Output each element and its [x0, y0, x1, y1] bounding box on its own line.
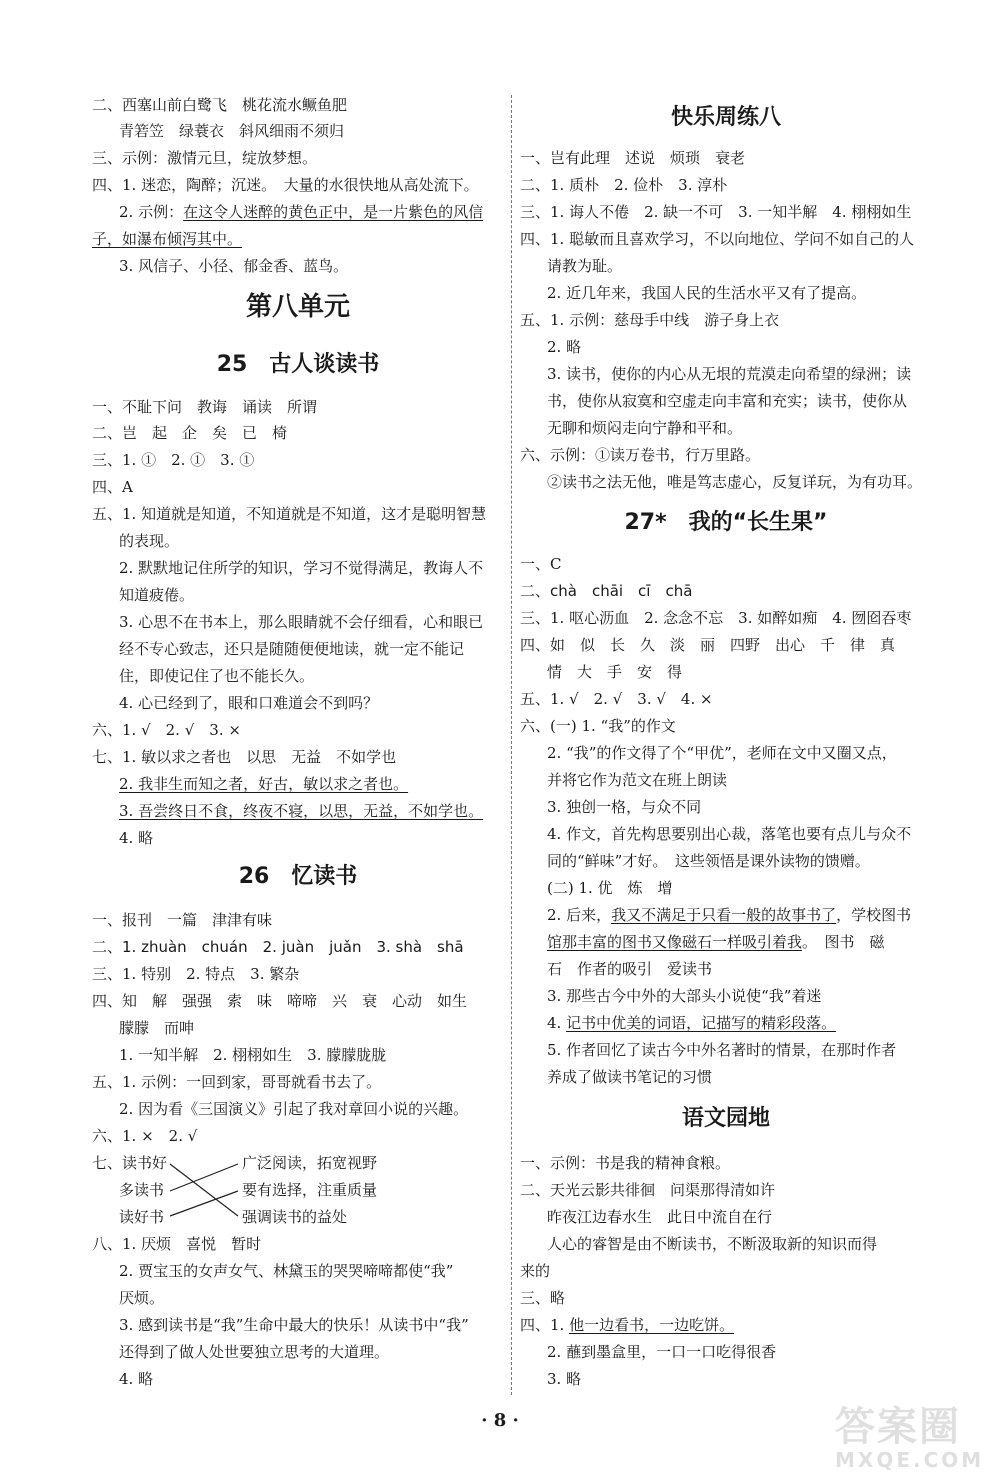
answer-line: 无聊和烦闷走向宁静和平和。 [547, 419, 743, 437]
answer-line: 5. 作者回忆了读古今中外名著时的情景，在那时作者 [547, 1041, 897, 1059]
answer-line: 三、1. 诲人不倦 2. 缺一不可 3. 一知半解 4. 栩栩如生 [520, 203, 912, 221]
answer-line: 2. 默默地记住所学的知识，学习不觉得满足，教诲人不 [119, 559, 484, 577]
answer-line: 4. 略 [119, 1370, 154, 1388]
answer-line: 养成了做读书笔记的习惯 [547, 1068, 713, 1086]
match-left-item: 多读书 [119, 1181, 165, 1199]
answer-line: 3. 略 [547, 1370, 582, 1388]
answer-line: 情 大 手 安 得 [547, 663, 683, 681]
answer-line: 五、1. 示例：一回到家，哥哥就看书去了。 [92, 1073, 382, 1091]
answer-line: 六、1. √ 2. √ 3. × [92, 721, 241, 739]
answer-line: 五、1. √ 2. √ 3. √ 4. × [520, 690, 713, 708]
answer-line: 一、不耻下问 教诲 诵读 所谓 [92, 398, 318, 416]
answer-line: 请教为耻。 [547, 257, 623, 275]
answer-line: 八、1. 厌烦 喜悦 暂时 [92, 1235, 262, 1253]
answer-line: 4. 作文，首先构思要别出心裁，落笔也要有点儿与众不 [547, 825, 912, 843]
lesson-heading: 27* 我的“长生果” [624, 510, 828, 535]
answer-line: 并将它作为范文在班上朗读 [547, 771, 728, 789]
answer-line: 四、1. 迷恋，陶醉；沉迷。 大量的水很快地从高处流下。 [92, 176, 479, 194]
answer-line: 一、报刊 一篇 津津有味 [92, 911, 273, 929]
answer-line: 4. 心已经到了，眼和口难道会不到吗？ [119, 694, 379, 712]
watermark-text: 答案圈 [835, 1404, 961, 1450]
answer-line: 四、A [92, 478, 133, 496]
answer-line: 3. 心思不在书本上，那么眼睛就不会仔细看，心和眼已 [119, 613, 484, 631]
answer-line: 六、1. × 2. √ [92, 1127, 198, 1145]
answer-line: 3. 读书，使你的内心从无垠的荒漠走向希望的绿洲；读 [547, 365, 912, 383]
answer-line: 3. 风信子、小径、郁金香、蓝鸟。 [119, 257, 349, 275]
answer-line: 4. 略 [119, 829, 154, 847]
answer-line: 五、1. 示例：慈母手中线 游子身上衣 [520, 311, 780, 329]
watermark-url: MXQE.COM [835, 1448, 985, 1472]
answer-line: 3. 感到读书是“我”生命中最大的快乐！从读书中“我” [119, 1316, 469, 1334]
answer-line: 一、岂有此理 述说 烦琐 衰老 [520, 149, 746, 167]
answer-line: (二) 1. 优 炼 增 [547, 879, 673, 897]
answer-line: 青箬笠 绿蓑衣 斜风细雨不须归 [119, 122, 345, 140]
match-right-item: 强调读书的益处 [242, 1208, 348, 1226]
answer-line: ②读书之法无他，唯是笃志虚心，反复详玩，为有功耳。 [547, 473, 923, 491]
answer-line: 子，如瀑布倾泻其中。 [92, 230, 243, 248]
answer-line: 2. 蘸到墨盒里，一口一口吃得很香 [547, 1343, 777, 1361]
answer-line: 六、(一) 1. “我”的作文 [520, 717, 676, 735]
answer-line: 住，即使记住了也不能长久。 [119, 667, 315, 685]
answer-line: 一、示例：书是我的精神食粮。 [520, 1154, 731, 1172]
answer-line: 2. “我”的作文得了个“甲优”，老师在文中又圈又点， [547, 744, 897, 762]
section-heading: 语文园地 [681, 1106, 770, 1131]
answer-line: 五、1. 知道就是知道，不知道就是不知道，这才是聪明智慧 [92, 505, 487, 523]
answer-line: 三、1. 特别 2. 特点 3. 繁杂 [92, 965, 300, 983]
lesson-heading: 26 忆读书 [238, 864, 358, 889]
answer-line: 经不专心致志，还只是随随便便地读，就一定不能记 [119, 640, 465, 658]
answer-line: 石 作者的吸引 爱读书 [547, 960, 713, 978]
answer-line: 厌烦。 [119, 1289, 165, 1307]
answer-line: 2. 后来，我又不满足于只看一般的故事书了，学校图书 [547, 906, 912, 924]
answer-line: 3. 吾尝终日不食，终夜不寝，以思，无益，不如学也。 [119, 802, 484, 820]
answer-line: 人心的睿智是由不断读书，不断汲取新的知识而得 [547, 1235, 878, 1253]
section-heading: 快乐周练八 [670, 105, 781, 130]
answer-line: 来的 [520, 1262, 551, 1280]
answer-line: 2. 略 [547, 338, 582, 356]
answer-line: 三、1. 呕心沥血 2. 念念不忘 3. 如醉如痴 4. 囫囵吞枣 [520, 609, 912, 627]
match-left-item: 七、读书好 [92, 1154, 168, 1172]
answer-line: 三、示例：激情元旦，绽放梦想。 [92, 149, 318, 167]
answer-line: 4. 记书中优美的词语，记描写的精彩段落。 [547, 1014, 837, 1032]
matching-lines [154, 1158, 244, 1228]
answer-line: 三、略 [520, 1289, 566, 1307]
answer-line: 3. 那些古今中外的大部头小说使“我”着迷 [547, 987, 822, 1005]
page-number: · 8 · [481, 1410, 519, 1431]
answer-line: 朦朦 而呻 [119, 1019, 195, 1037]
answer-line: 的表现。 [119, 532, 180, 550]
match-right-item: 要有选择，注重质量 [242, 1181, 378, 1199]
answer-line: 三、1. ① 2. ① 3. ① [92, 451, 255, 469]
match-right-item: 广泛阅读，拓宽视野 [242, 1154, 378, 1172]
answer-line: 同的“鲜味”才好。 这些领悟是课外读物的馈赠。 [547, 852, 870, 870]
answer-line: 知道疲倦。 [119, 586, 195, 604]
match-line [170, 1164, 238, 1216]
column-divider [511, 95, 512, 1395]
answer-line: 二、chà chāi cī chā [520, 582, 693, 600]
answer-line: 六、示例：①读万卷书，行万里路。 [520, 446, 761, 464]
answer-line: 四、如 似 长 久 淡 丽 四野 出心 千 律 真 [520, 636, 896, 654]
watermark-logo [835, 1405, 985, 1475]
answer-line: 1. 一知半解 2. 栩栩如生 3. 朦朦胧胧 [119, 1046, 387, 1064]
lesson-heading: 25 古人谈读书 [216, 352, 380, 377]
answer-line: 昨夜江边春水生 此日中流自在行 [547, 1208, 773, 1226]
match-left-item: 读好书 [119, 1208, 165, 1226]
answer-line: 四、1. 聪敏而且喜欢学习，不以向地位、学问不如自己的人 [520, 230, 915, 248]
answer-line: 书，使你从寂寞和空虚走向丰富和充实；读书，使你从 [547, 392, 908, 410]
answer-line: 七、1. 敏以求之者也 以思 无益 不如学也 [92, 748, 397, 766]
unit-heading: 第八单元 [245, 292, 350, 322]
answer-line: 3. 独创一格，与众不同 [547, 798, 702, 816]
answer-line: 四、1. 他一边看书，一边吃饼。 [520, 1316, 735, 1334]
answer-line: 二、天光云影共徘徊 问渠那得清如许 [520, 1181, 776, 1199]
answer-line: 2. 因为看《三国演义》引起了我对章回小说的兴趣。 [119, 1100, 469, 1118]
match-line [170, 1191, 238, 1216]
answer-line: 二、岂 起 企 矣 已 椅 [92, 424, 288, 442]
answer-line: 馆那丰富的图书又像磁石一样吸引着我。 图书 磁 [547, 933, 885, 951]
answer-line: 二、西塞山前白鹭飞 桃花流水鳜鱼肥 [92, 96, 348, 114]
answer-line: 还得到了做人处世要独立思考的大道理。 [119, 1343, 390, 1361]
answer-line: 二、1. 质朴 2. 俭朴 3. 淳朴 [520, 176, 728, 194]
answer-line: 2. 示例：在这令人迷醉的黄色正中，是一片紫色的风信 [119, 203, 484, 221]
match-line [170, 1164, 238, 1191]
answer-line: 2. 我非生而知之者，好古，敏以求之者也。 [119, 775, 409, 793]
answer-line: 四、知 解 强强 索 味 啼啼 兴 衰 心动 如生 [92, 992, 468, 1010]
answer-line: 二、1. zhuàn chuán 2. juàn juǎn 3. shà shā [92, 938, 464, 956]
answer-line: 2. 近几年来，我国人民的生活水平又有了提高。 [547, 284, 867, 302]
answer-line: 2. 贾宝玉的女声女气、林黛玉的哭哭啼啼都使“我” [119, 1262, 454, 1280]
answer-line: 一、C [520, 555, 562, 573]
